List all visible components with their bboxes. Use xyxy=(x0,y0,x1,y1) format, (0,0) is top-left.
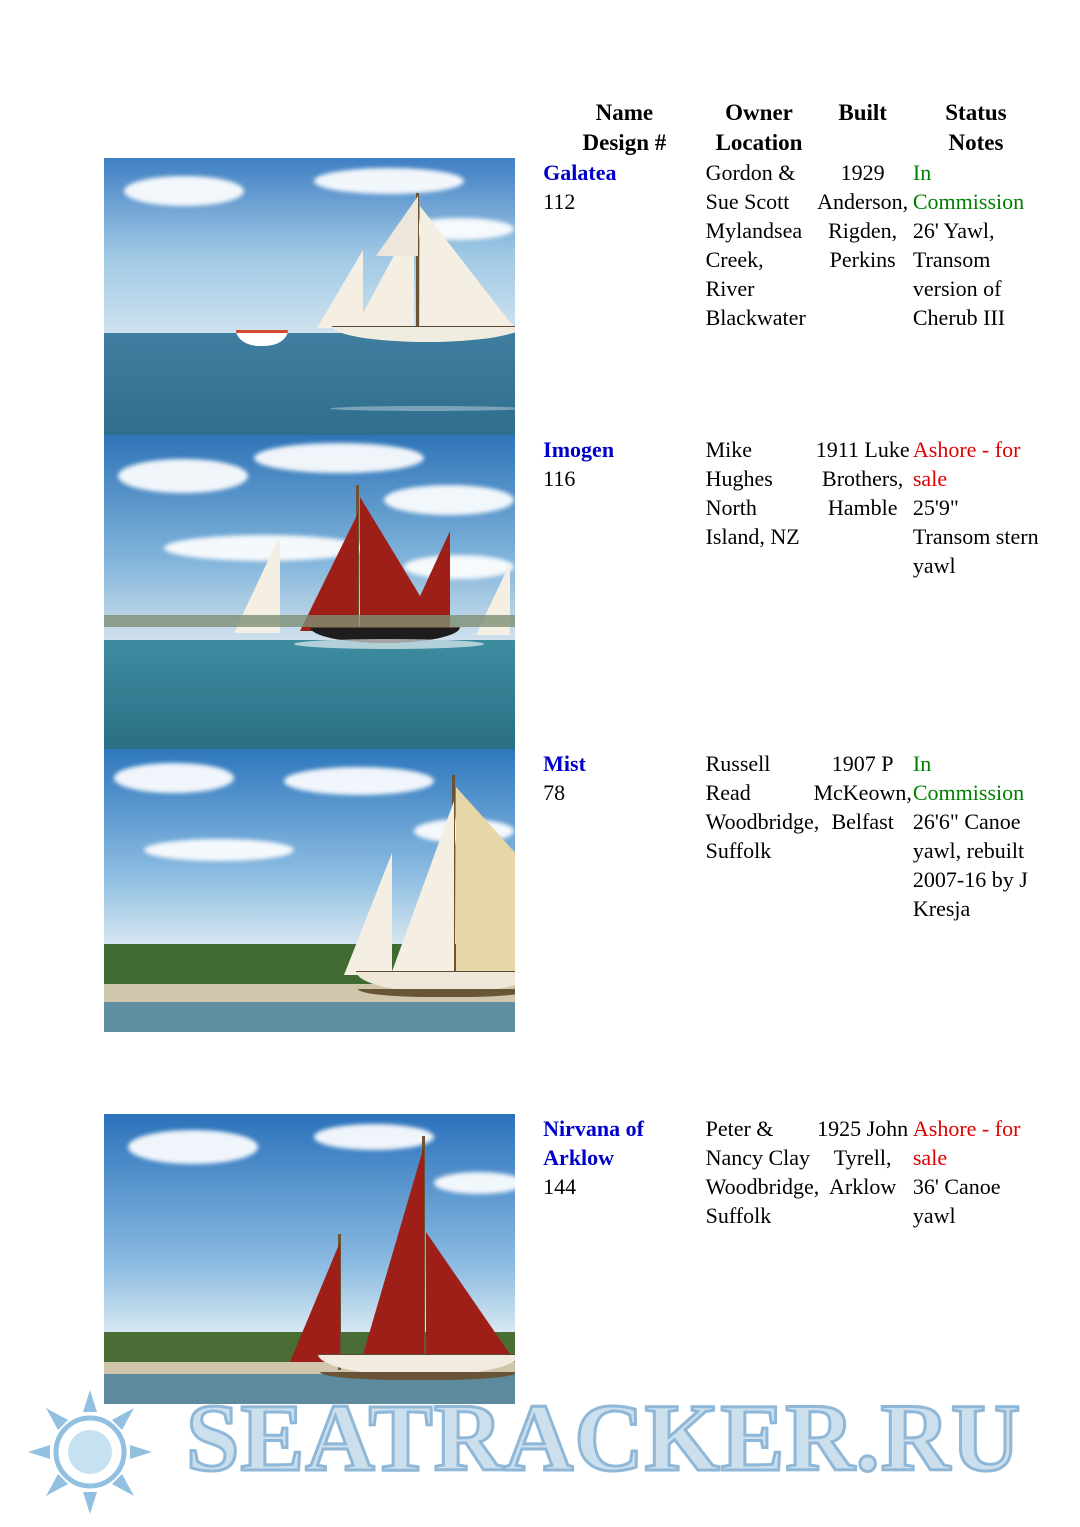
notes-text: 26' Yawl, Transom version of Cherub III xyxy=(912,218,1006,330)
design-number: 78 xyxy=(543,780,566,805)
column-header-name-line1: Name xyxy=(595,100,654,125)
column-header-name xyxy=(543,98,705,158)
design-number: 144 xyxy=(543,1174,577,1199)
built-info: 1929 Anderson, Rigden, Perkins xyxy=(817,160,909,272)
design-number: 112 xyxy=(543,189,576,214)
boat-photo-cell xyxy=(104,1114,543,1404)
boat-photo-nirvana xyxy=(104,1114,515,1404)
built-info: 1925 John Tyrell, Arklow xyxy=(817,1116,909,1199)
table-row xyxy=(104,749,1039,1032)
status-notes-cell xyxy=(913,158,1039,435)
owner-location: Russell Read Woodbridge, Suffolk xyxy=(705,751,820,863)
column-header-built-line1: Built xyxy=(838,100,887,125)
status-badge: Ashore - for sale xyxy=(912,1116,1021,1170)
spacer-cell xyxy=(913,1032,1039,1114)
boat-name-cell xyxy=(543,1114,705,1404)
owner-location: Peter & Nancy Clay Woodbridge, Suffolk xyxy=(705,1116,820,1228)
boat-name-cell xyxy=(543,435,705,749)
notes-text: 36' Canoe yawl xyxy=(912,1174,1001,1228)
sun-logo-icon xyxy=(24,1386,156,1518)
column-header-status-line2: Notes xyxy=(948,130,1004,155)
boat-name: Imogen xyxy=(543,437,615,462)
boat-photo-cell xyxy=(104,435,543,749)
watermark-text: SEATRACKER.RU xyxy=(186,1384,1022,1491)
spacer-cell xyxy=(812,1032,912,1114)
status-badge: In Commission xyxy=(912,160,1025,214)
boat-name-cell xyxy=(543,749,705,1032)
column-header-status-line1: Status xyxy=(945,100,1007,125)
owner-location: Mike Hughes North Island, NZ xyxy=(705,437,800,549)
boat-photo-galatea xyxy=(104,158,515,435)
owner-location: Gordon & Sue Scott Mylandsea Creek, River Blackwater xyxy=(705,160,806,330)
boat-name: Mist xyxy=(543,751,586,776)
boat-name: Galatea xyxy=(543,160,617,185)
column-header-photo xyxy=(104,98,543,158)
boat-photo-cell xyxy=(104,749,543,1032)
table-row xyxy=(104,435,1039,749)
column-header-owner-line1: Owner xyxy=(725,100,793,125)
table-row xyxy=(104,1114,1039,1404)
table-row xyxy=(104,158,1039,435)
column-header-owner-line2: Location xyxy=(715,130,803,155)
boat-name: Nirvana of Arklow xyxy=(543,1116,644,1170)
spacer-cell xyxy=(543,1032,705,1114)
fleet-table xyxy=(104,98,1039,1404)
notes-text: 25'9" Transom stern yawl xyxy=(912,495,1039,578)
column-header-built xyxy=(812,98,912,158)
table-header xyxy=(104,98,1039,158)
column-header-owner xyxy=(706,98,813,158)
spacer-cell xyxy=(104,1032,543,1114)
built-info: 1907 P McKeown, Belfast xyxy=(813,751,912,834)
boat-photo-imogen xyxy=(104,435,515,749)
status-notes-cell xyxy=(913,749,1039,1032)
design-number: 116 xyxy=(543,466,576,491)
status-badge: In Commission xyxy=(912,751,1025,805)
column-header-status xyxy=(913,98,1039,158)
status-badge: Ashore - for sale xyxy=(912,437,1021,491)
boat-photo-mist xyxy=(104,749,515,1032)
status-notes-cell xyxy=(913,435,1039,749)
status-notes-cell xyxy=(913,1114,1039,1404)
spacer-cell xyxy=(706,1032,813,1114)
table-spacer-row xyxy=(104,1032,1039,1114)
boat-photo-cell xyxy=(104,158,543,435)
built-info: 1911 Luke Brothers, Hamble xyxy=(815,437,910,520)
column-header-name-line2: Design # xyxy=(582,130,667,155)
boat-name-cell xyxy=(543,158,705,435)
notes-text: 26'6" Canoe yawl, rebuilt 2007-16 by J Kresja xyxy=(912,809,1028,921)
